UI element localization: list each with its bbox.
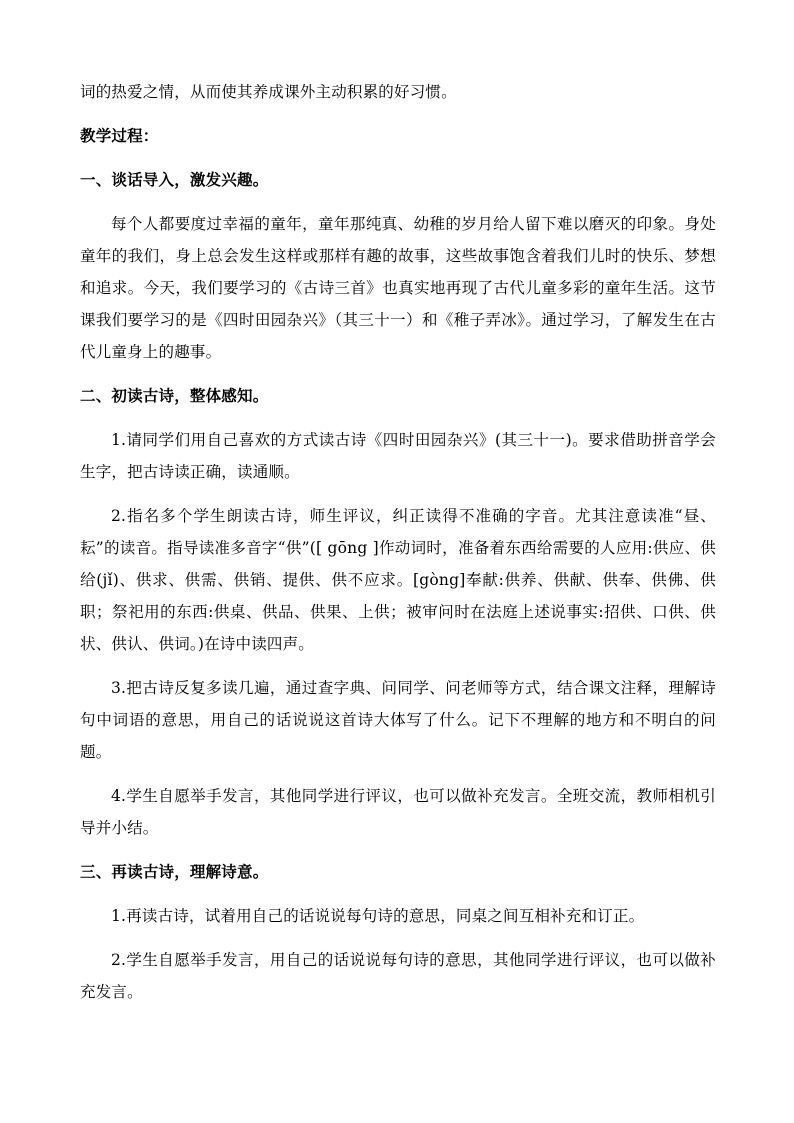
intro-tail-text: 词的热爱之情，从而使其养成课外主动积累的好习惯。 [80,83,457,101]
spacer [80,152,716,164]
spacer [80,368,716,380]
spacer [80,888,716,900]
section-2-paragraph-4: 4.学生自愿举手发言，其他同学进行评议，也可以做补充发言。全班交流，教师相机引导并小结。 [80,787,716,837]
section-2-paragraph-3: 3.把古诗反复多读几遍，通过查字典、问同学、问老师等方式，结合课文注释，理解诗句中词语的意思，用自己的话说说这首诗大体写了什么。记下不理解的地方和不明白的问题。 [80,679,716,761]
spacer [80,108,716,120]
document-page [80,76,716,1008]
spacer [80,196,716,208]
spacer [80,412,716,424]
process-heading: 教学过程： [80,126,159,145]
spacer [80,768,716,780]
spacer [80,932,716,944]
section-1-paragraph-1: 每个人都要度过幸福的童年，童年那纯真、幼稚的岁月给人留下难以磨灭的印象。身处童年的我们，身上总会发生这样或那样有趣的故事，这些故事饱含着我们儿时的快乐、梦想和追求。今天，我们要学习的《古诗三首》也真实地再现了古代儿童多彩的童年生活。这节课我们要学习的是《四时田园杂兴》（其三十一）和《稚子弄冰》。通过学习，了解发生在古代儿童身上的趣事。 [80,215,716,361]
section-heading-2: 二、初读古诗，整体感知。 [80,386,269,405]
section-2-paragraph-1: 1.请同学们用自己喜欢的方式读古诗《四时田园杂兴》(其三十一)。要求借助拼音学会生字，把古诗读正确，读通顺。 [80,431,716,481]
section-2-paragraph-2: 2.指名多个学生朗读古诗，师生评议，纠正读得不准确的字音。尤其注意读准“昼、耘”的读音。指导读准多音字“供”([ gōng ]作动词时，准备着东西给需要的人应用:供应、供给(jǐ)、供求、供需、供销、提供、供不应求。[gòng]奉献:供养、供献、供奉、供佛、供职；祭祀用的东西:供桌、供品、供果、上供；被审问时在法庭上述说事实:招供、口供、供状、供认、供词。)在诗中读四声。 [80,507,716,653]
spacer [80,660,716,672]
section-3-paragraph-2: 2.学生自愿举手发言，用自己的话说说每句诗的意思，其他同学进行评议，也可以做补充发言。 [80,951,716,1001]
section-3-paragraph-1: 1.再读古诗，试着用自己的话说说每句诗的意思，同桌之间互相补充和订正。 [111,907,645,925]
section-heading-3: 三、再读古诗，理解诗意。 [80,862,269,881]
spacer [80,488,716,500]
spacer [80,844,716,856]
section-heading-1: 一、谈话导入，激发兴趣。 [80,170,269,189]
